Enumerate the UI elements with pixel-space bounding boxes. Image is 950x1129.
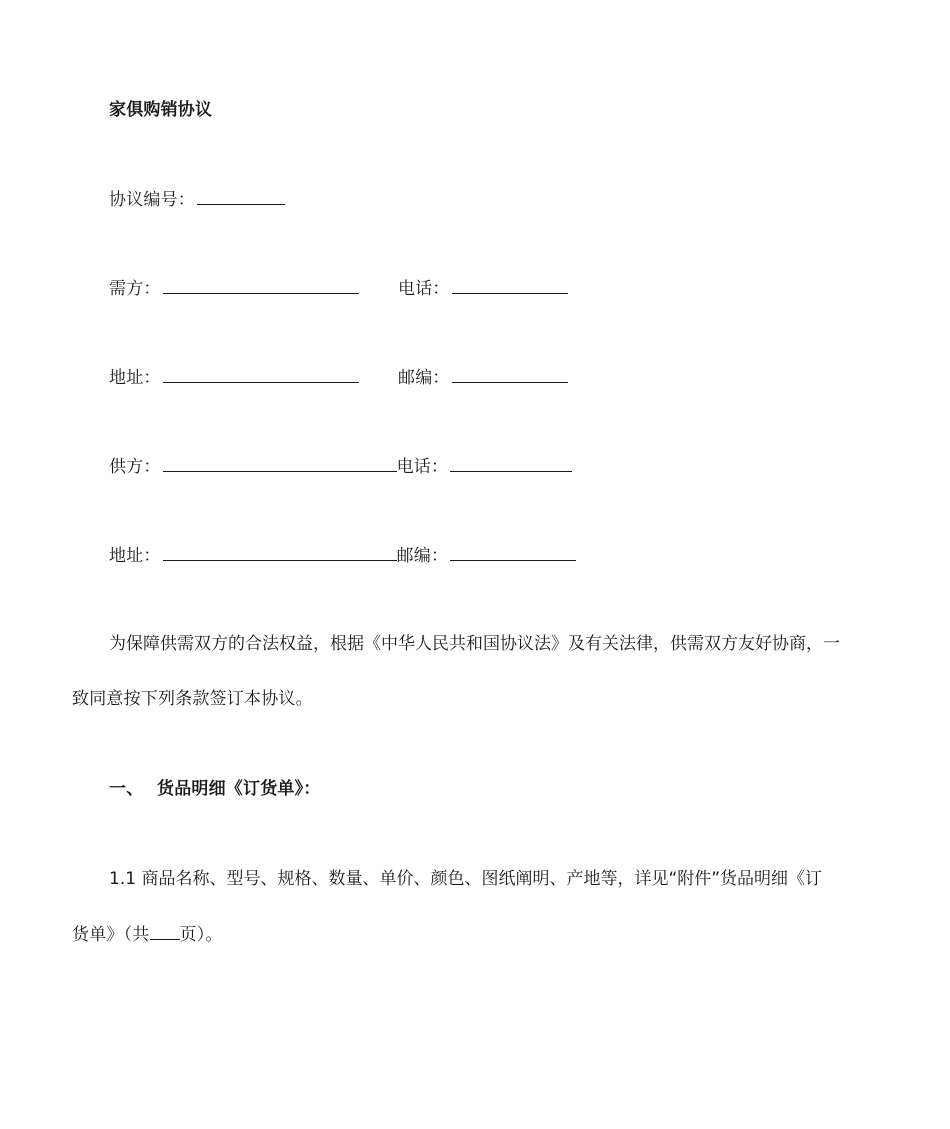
supplier-name-blank[interactable]: [163, 455, 397, 472]
page-count-blank[interactable]: [150, 923, 180, 940]
supplier-label: 供方：: [109, 457, 161, 477]
supplier-row: [109, 455, 572, 478]
intro-paragraph-line2: 致同意按下列条款签订本协议。: [72, 689, 313, 709]
section-1-number: 一、: [109, 779, 144, 799]
supplier-postcode-blank[interactable]: [450, 544, 576, 561]
buyer-label: 需方：: [109, 279, 161, 299]
buyer-postcode-blank[interactable]: [452, 366, 568, 383]
buyer-name-blank[interactable]: [163, 277, 359, 294]
supplier-phone-blank[interactable]: [450, 455, 572, 472]
buyer-phone-row: [398, 277, 568, 300]
supplier-phone-label: 电话：: [396, 457, 449, 477]
supplier-address-blank[interactable]: [163, 544, 397, 561]
supplier-address-row: [109, 544, 576, 567]
intro-paragraph-line1: 为保障供需双方的合法权益，根据《中华人民共和国协议法》及有关法律，供需双方友好协商，一: [109, 634, 840, 654]
supplier-address-label: 地址：: [109, 546, 161, 566]
buyer-address-blank[interactable]: [163, 366, 359, 383]
buyer-row: [109, 277, 359, 300]
buyer-phone-blank[interactable]: [452, 277, 568, 294]
buyer-address-label: 地址：: [109, 368, 161, 388]
buyer-phone-label: 电话：: [398, 279, 450, 299]
contract-number-row: [109, 188, 285, 211]
supplier-postcode-label: 邮编：: [396, 546, 449, 566]
buyer-address-row: [109, 366, 359, 389]
section-1-title: 货品明细《订货单》：: [157, 779, 321, 799]
document-title: 家俱购销协议: [109, 100, 213, 120]
buyer-postcode-label: 邮编：: [398, 368, 450, 388]
section-1-heading: [109, 778, 321, 800]
buyer-postcode-row: [398, 366, 568, 389]
clause-1-1-text-after: 页）。: [179, 925, 223, 945]
clause-1-1-line2: [72, 923, 223, 946]
contract-number-label: 协议编号：: [109, 190, 195, 210]
contract-number-blank[interactable]: [197, 188, 285, 205]
clause-1-1-text-before: 货单》（共: [72, 925, 150, 945]
clause-1-1-line1: 1.1 商品名称、型号、规格、数量、单价、颜色、图纸阐明、产地等，详见“附件”货品明细《订: [109, 869, 823, 889]
